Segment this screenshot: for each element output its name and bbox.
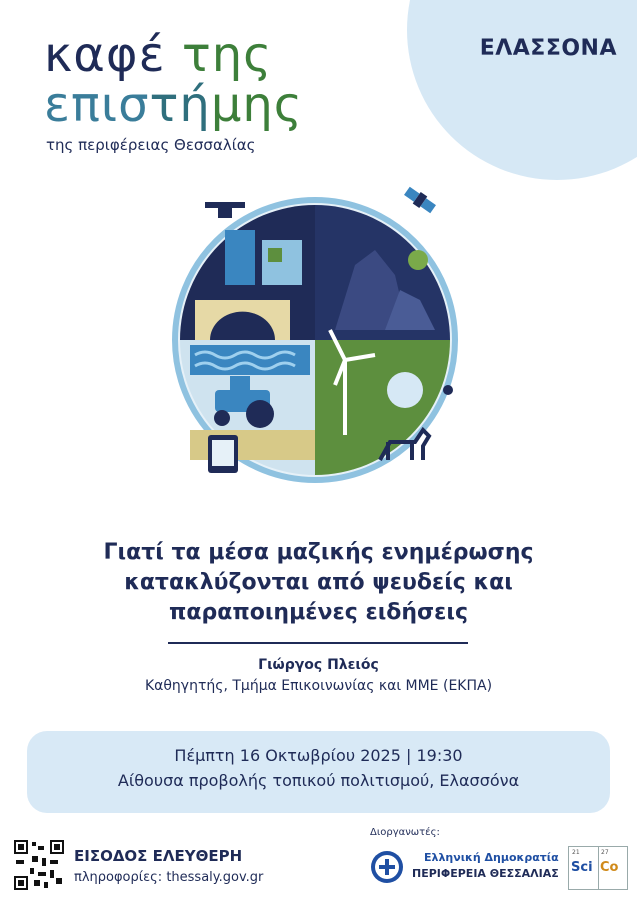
building-2 bbox=[262, 240, 302, 285]
sun-shape bbox=[408, 250, 428, 270]
speaker-name: Γιώργος Πλειός bbox=[258, 657, 379, 673]
satellite-icon bbox=[403, 185, 437, 215]
drone-icon bbox=[205, 202, 245, 218]
event-date-time: Πέμπτη 16 Οκτωβρίου 2025 | 19:30 bbox=[174, 746, 463, 765]
city-label: ΕΛΑΣΣΟΝΑ bbox=[479, 36, 617, 61]
org-line-2: ΠΕΡΙΦΕΡΕΙΑ ΘΕΣΣΑΛΙΑΣ bbox=[412, 867, 559, 880]
qr-code-icon[interactable] bbox=[14, 840, 64, 890]
brand-word-1: καφέ bbox=[44, 27, 166, 83]
brand-word-3c: μης bbox=[210, 77, 303, 133]
brand-word-3a: επισ bbox=[44, 77, 150, 133]
brand-logo bbox=[44, 27, 303, 154]
river-water bbox=[190, 345, 310, 375]
co-cell bbox=[598, 847, 627, 889]
brand-word-2: της bbox=[181, 27, 273, 83]
sci-co-logo bbox=[568, 846, 628, 890]
co-number: 27 bbox=[601, 849, 609, 856]
sci-symbol: Sci bbox=[571, 860, 593, 875]
speaker-role: Καθηγητής, Τμήμα Επικοινωνίας και ΜΜΕ (ΕΚΠΑ) bbox=[144, 678, 493, 694]
tablet-icon bbox=[208, 435, 238, 473]
corner-circle bbox=[407, 0, 637, 180]
event-venue: Αίθουσα προβολής τοπικού πολιτισμού, Ελασσόνα bbox=[117, 771, 520, 790]
title-divider bbox=[168, 642, 468, 644]
talk-title-line-1: Γιατί τα μέσα μαζικής ενημέρωσης bbox=[103, 540, 534, 565]
brand-line-2 bbox=[44, 77, 303, 133]
brand-subtitle: της περιφέρειας Θεσσαλίας bbox=[46, 136, 256, 154]
sci-number: 21 bbox=[572, 849, 580, 856]
co-symbol: Co bbox=[600, 860, 619, 875]
brain-gear-icon bbox=[387, 372, 423, 408]
info-link[interactable]: πληροφορίες: thessaly.gov.gr bbox=[74, 870, 264, 885]
talk-title-line-2: κατακλύζονται από ψευδείς και bbox=[124, 570, 513, 595]
greek-emblem-icon bbox=[370, 850, 404, 884]
event-info-box bbox=[27, 731, 610, 813]
building-1 bbox=[225, 230, 255, 285]
brand-word-3b: τή bbox=[149, 77, 211, 133]
chip-icon bbox=[268, 248, 282, 262]
organizers-label: Διοργανωτές: bbox=[370, 827, 440, 838]
dot-icon bbox=[443, 385, 453, 395]
free-entry-label: ΕΙΣΟΔΟΣ ΕΛΕΥΘΕΡΗ bbox=[74, 847, 243, 865]
talk-title bbox=[40, 538, 597, 628]
org-line-1: Ελληνική Δημοκρατία bbox=[424, 851, 559, 864]
talk-title-line-3: παραποιημένες ειδήσεις bbox=[168, 600, 469, 625]
science-globe-illustration bbox=[150, 180, 480, 500]
brand-line-1 bbox=[44, 27, 303, 83]
sci-cell bbox=[569, 847, 599, 889]
